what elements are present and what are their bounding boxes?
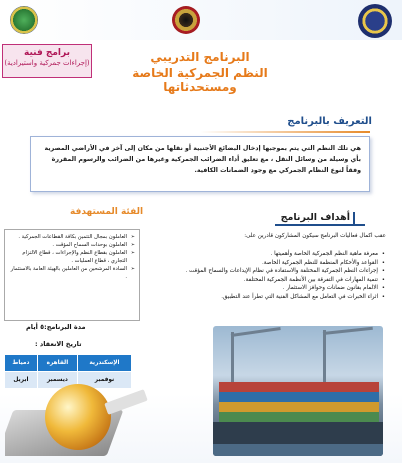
audience-box [4, 229, 140, 321]
audience-item: ➢ العاملون بمجال التثمين بكافة القطاعات الجمركية . [9, 233, 127, 241]
city-cell: القاهرة [37, 355, 77, 372]
city-cell: دمياط [5, 355, 38, 372]
goal-item: • القواعد والأحكام المنظمة للنظم الجمركية الخاصة. [168, 259, 378, 268]
month-cell: ديسمبر [37, 372, 77, 389]
goals-list [168, 250, 386, 302]
intro-heading-underline [200, 131, 370, 133]
goals-heading-bar [275, 224, 365, 226]
city-cell: الإسكندرية [77, 355, 131, 372]
badge-line1: برامج فنية [24, 48, 70, 58]
header-band [0, 0, 402, 40]
program-title-line2: النظم الجمركية الخاصة ومستحدثاتها [132, 66, 268, 94]
audience-item: ➢ العاملون بوحدات السماح المؤقت . [9, 241, 127, 249]
customs-authority-logo [358, 4, 392, 38]
program-title-line1: البرنامج التدريبي [150, 50, 250, 64]
eagle-emblem-logo [172, 6, 200, 34]
goals-intro: عقب اكمال فعاليات البرنامج سيكون المشاركون قادرين على: [244, 233, 386, 239]
audience-item: ➢ العاملون بقطاع النظم والإجراءات ، قطاع الالتزام التجاري ، قطاع العمليات . [9, 249, 127, 265]
goal-item: • تنمية المهارات في التفرقة بين الأنظمة الجمركية المختلفة. [168, 276, 378, 285]
goals-heading-side [353, 212, 355, 226]
month-cell: ابريل [5, 372, 38, 389]
dates-label: تاريخ الانعقاد : [35, 340, 82, 348]
audience-item: ➢ السادة المرشحين من العاملين بالهيئة العامة بالاستثمار . [9, 265, 127, 281]
month-cell: نوفمبر [77, 372, 131, 389]
program-duration: مدة البرنامج:٥ أيام [26, 323, 86, 331]
goal-item: • إجراءات النظم الجمركية المختلفة والاستفادة في نظام الإيداعات والسماح المؤقت . [168, 267, 378, 276]
badge-line2: (إجراءات جمركية واستيرادية) [4, 59, 90, 67]
intro-text: هي تلك النظم التي يتم بموجبها إدخال البضائع الأجنبية أو نقلها من مكان إلى آخر في الأراضي المصرية بأي وسيلة من وسائل النقل ، مع تعليق أداء الضرائب الجمركية وغيرها من الضرائب والرسوم المقررة وفقاً لنوع النظام الجمركي مع وجود الضمانات الكافية. [44, 145, 361, 174]
goal-item: • الالمام بقانون ضمانات وحوافز الاستثمار . [168, 284, 378, 293]
goals-heading: أهداف البرنامج [280, 212, 350, 223]
audience-list [9, 233, 135, 281]
program-category-badge [2, 44, 92, 78]
audience-heading: الفئة المستهدفة [70, 207, 144, 217]
goal-item: • اثراء الخبرات في التعامل مع المشاكل الفنية التي تطرأ عند التطبيق. [168, 293, 378, 302]
organization-logo-left [10, 6, 38, 34]
intro-heading: التعريف بالبرنامج [287, 116, 372, 127]
globe-keyboard-image [5, 380, 155, 460]
goal-item: • معرفة ماهية النظم الجمركية الخاصة وأهميتها . [168, 250, 378, 259]
intro-text-box [30, 136, 370, 192]
dates-header-row [5, 355, 132, 372]
container-ship-image [213, 326, 383, 456]
